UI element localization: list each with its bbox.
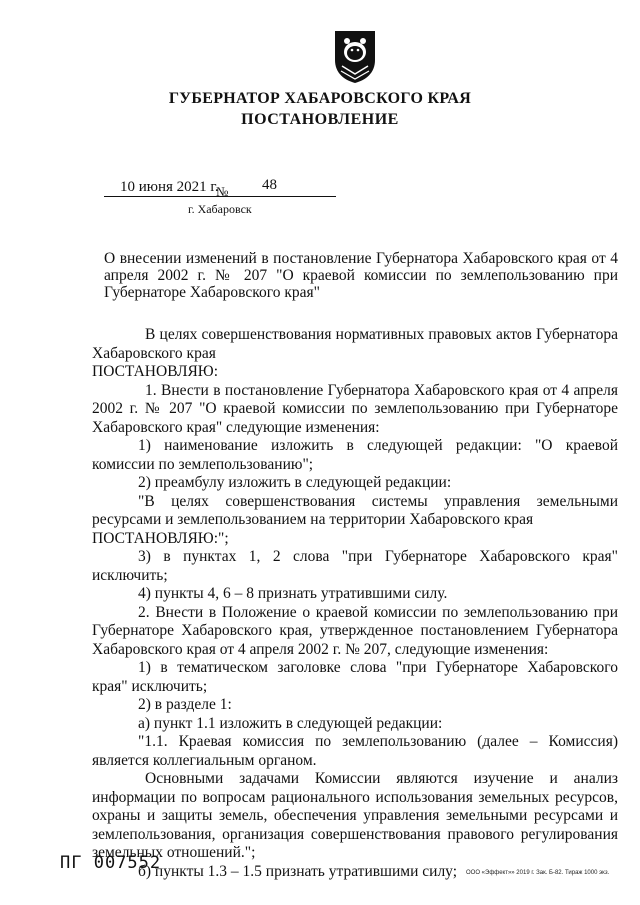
paragraph: "В целях совершенствования системы управления земельными ресурсами и землепользованием на территории Хабаровского края: [92, 492, 618, 528]
city: г. Хабаровск: [188, 202, 252, 216]
paragraph: "1.1. Краевая комиссия по землепользованию (далее – Комиссия) является коллегиальным органом.: [92, 733, 618, 769]
date-number-line: [104, 177, 336, 197]
paragraph: 2) в разделе 1:: [138, 696, 232, 713]
document-type: ПОСТАНОВЛЕНИЕ: [241, 111, 399, 128]
paragraph: 1. Внести в постановление Губернатора Хабаровского края от 4 апреля 2002 г. № 207 "О краевой комиссии по землепользованию при Губернаторе Хабаровского края" следующие изменения:: [92, 381, 618, 436]
paragraph: 1) в тематическом заголовке слова "при Губернаторе Хабаровского края" исключить;: [92, 659, 618, 695]
paragraph: 3) в пунктах 1, 2 слова "при Губернаторе Хабаровского края" исключить;: [92, 548, 618, 584]
paragraph: б) пункты 1.3 – 1.5 признать утратившими силу;: [138, 862, 458, 880]
document-subject: О внесении изменений в постановление Губернатора Хабаровского края от 4 апреля 2002 г. № 207 "О краевой комиссии по землепользованию при Губернаторе Хабаровского края": [104, 250, 618, 301]
paragraph: 2) преамбулу изложить в следующей редакции:: [138, 474, 452, 491]
paragraph: 1) наименование изложить в следующей редакции: "О краевой комиссии по землепользованию";: [92, 437, 618, 473]
number-label: №: [216, 184, 229, 199]
print-info: ООО «Эффект»» 2019 г. Зак. Б-82. Тираж 1000 экз.: [466, 870, 610, 876]
document-number: 48: [262, 177, 277, 193]
authority-title: ГУБЕРНАТОР ХАБАРОВСКОГО КРАЯ: [168, 90, 472, 107]
paragraph: 4) пункты 4, 6 – 8 признать утратившими силу.: [138, 585, 448, 602]
document-date: 10 июня 2021 г.: [120, 179, 219, 195]
paragraph: 2. Внести в Положение о краевой комиссии по землепользованию при Губернаторе Хабаровского края, утвержденное постановлением Губернатора Хабаровского края от 4 апреля 2002 г. № 207, следующие изменения:: [92, 603, 618, 658]
paragraph: ПОСТАНОВЛЯЮ:: [92, 363, 219, 380]
serial-stamp: ПГ 007552: [60, 853, 162, 873]
underline: [104, 196, 336, 197]
coat-of-arms-icon: [332, 28, 378, 84]
paragraph: Основными задачами Комиссии являются изучение и анализ информации по вопросам рационального использования земельных ресурсов, охраны и защиты земель, обеспечения управления земельными ресурсами и землепользования, организация совершенствования правового регулирования земельных отношений.";: [92, 770, 618, 861]
paragraph: а) пункт 1.1 изложить в следующей редакции:: [138, 714, 443, 732]
document-body: [92, 326, 618, 881]
paragraph: В целях совершенствования нормативных правовых актов Губернатора Хабаровского края: [92, 326, 618, 362]
paragraph: ПОСТАНОВЛЯЮ:";: [92, 529, 229, 547]
